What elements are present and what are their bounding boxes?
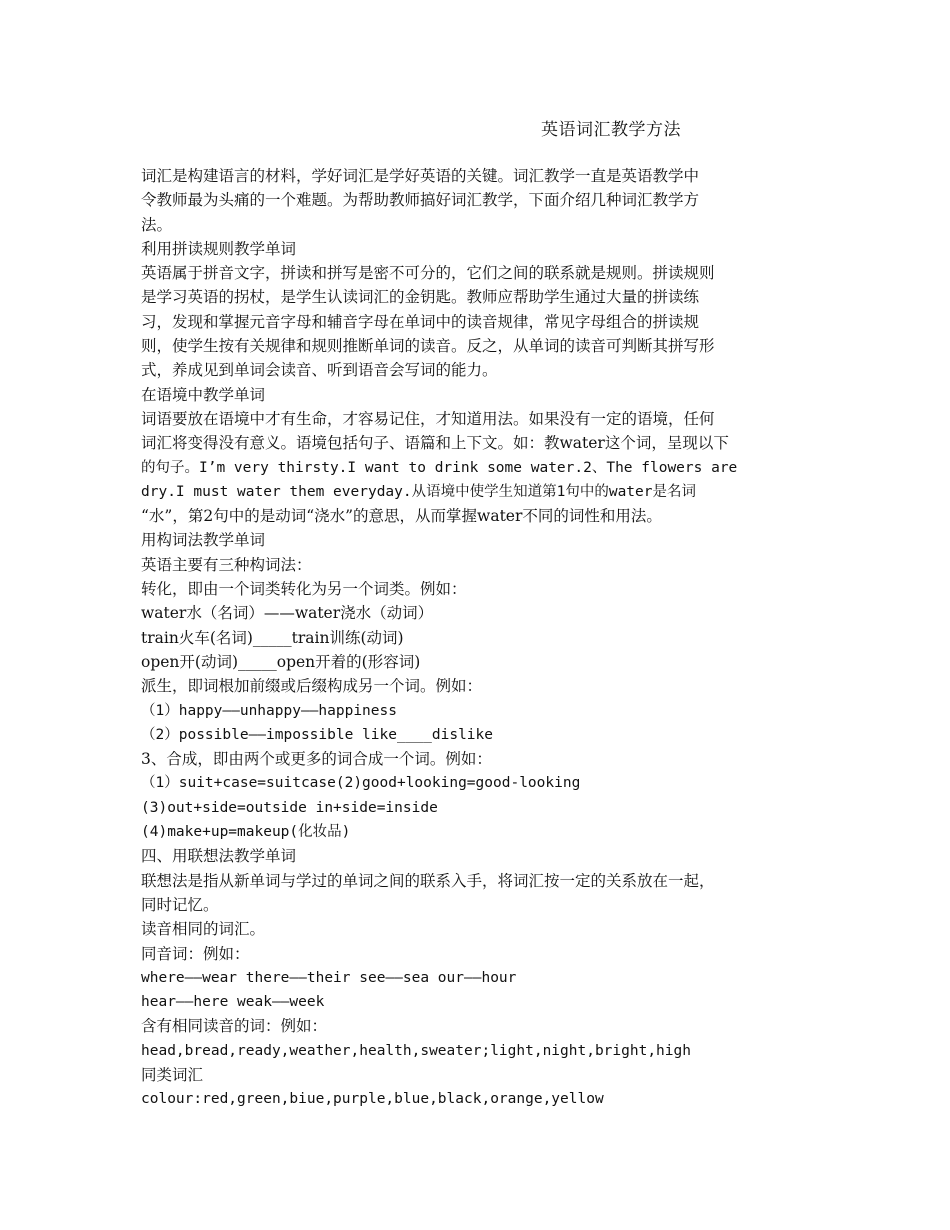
paragraph-line: 则，使学生按有关规律和规则推断单词的读音。反之，从单词的读音可判断其拼写形: [141, 337, 715, 356]
example-line: （2）possible——impossible like____dislike: [141, 726, 494, 743]
example-line: water水（名词）——water浇水（动词）: [141, 604, 434, 623]
example-line: head,bread,ready,weather,health,sweater;light,night,bright,high: [141, 1042, 691, 1059]
paragraph-line: 含有相同读音的词：例如：: [141, 1017, 328, 1036]
paragraph-line: 词语要放在语境中才有生命，才容易记住，才知道用法。如果没有一定的语境，任何: [141, 409, 715, 428]
paragraph-line: 法。: [141, 215, 173, 234]
paragraph-line: 习，发现和掌握元音字母和辅音字母在单词中的读音规律，常见字母组合的拼读规: [141, 312, 700, 331]
document-title: 英语词汇教学方法: [541, 120, 681, 140]
section-heading: 四、用联想法教学单词: [141, 847, 297, 866]
section-heading: 用构词法教学单词: [141, 531, 266, 550]
paragraph-line: 3、合成，即由两个或更多的词合成一个词。例如：: [141, 750, 492, 769]
example-line: （1）suit+case=suitcase(2)good+looking=good-looking: [141, 775, 581, 792]
paragraph-line: 词汇将变得没有意义。语境包括句子、语篇和上下文。如：教water这个词，呈现以下: [141, 434, 729, 453]
example-line: (4)make+up=makeup(化妆品): [141, 824, 351, 841]
example-line: hear——here weak——week: [141, 994, 325, 1011]
paragraph-line: 读音相同的词汇。: [141, 920, 266, 939]
paragraph-line: 派生，即词根加前缀或后缀构成另一个词。例如：: [141, 677, 483, 696]
section-heading: 利用拼读规则教学单词: [141, 239, 297, 258]
paragraph-line: 同时记忆。: [141, 895, 219, 914]
paragraph-line: 式，养成见到单词会读音、听到语音会写词的能力。: [141, 361, 498, 380]
paragraph-line: dry.I must water them everyday.从语境中使学生知道第1句中的water是名词: [141, 483, 696, 500]
example-line: where——wear there——their see——sea our——hour: [141, 969, 517, 986]
paragraph-line: 同音词：例如：: [141, 944, 250, 963]
example-line: open开(动词)_____open开着的(形容词): [141, 652, 421, 671]
paragraph-line: 的句子。I’m very thirsty.I want to drink some water.2、The flowers are: [141, 459, 738, 476]
section-heading: 在语境中教学单词: [141, 385, 266, 404]
paragraph-line: 同类词汇: [141, 1065, 204, 1084]
paragraph-line: 转化，即由一个词类转化为另一个词类。例如：: [141, 580, 467, 599]
paragraph-line: 联想法是指从新单词与学过的单词之间的联系入手，将词汇按一定的关系放在一起，: [141, 871, 715, 890]
example-line: （1）happy——unhappy——happiness: [141, 702, 397, 719]
example-line: train火车(名词)_____train训练(动词): [141, 628, 404, 647]
document-body: [141, 164, 831, 1112]
example-line: colour:red,green,biue,purple,blue,black,orange,yellow: [141, 1091, 604, 1108]
paragraph-line: 是学习英语的拐杖，是学生认读词汇的金钥匙。教师应帮助学生通过大量的拼读练: [141, 288, 700, 307]
paragraph-line: 英语属于拼音文字，拼读和拼写是密不可分的，它们之间的联系就是规则。拼读规则: [141, 264, 715, 283]
paragraph-line: 令教师最为头痛的一个难题。为帮助教师搞好词汇教学，下面介绍几种词汇教学方: [141, 191, 700, 210]
paragraph-line: “水”，第2句中的是动词“浇水”的意思，从而掌握water不同的词性和用法。: [141, 507, 662, 526]
paragraph-line: 英语主要有三种构词法：: [141, 555, 312, 574]
paragraph-line: 词汇是构建语言的材料，学好词汇是学好英语的关键。词汇教学一直是英语教学中: [141, 167, 700, 185]
example-line: (3)out+side=outside in+side=inside: [141, 799, 438, 816]
